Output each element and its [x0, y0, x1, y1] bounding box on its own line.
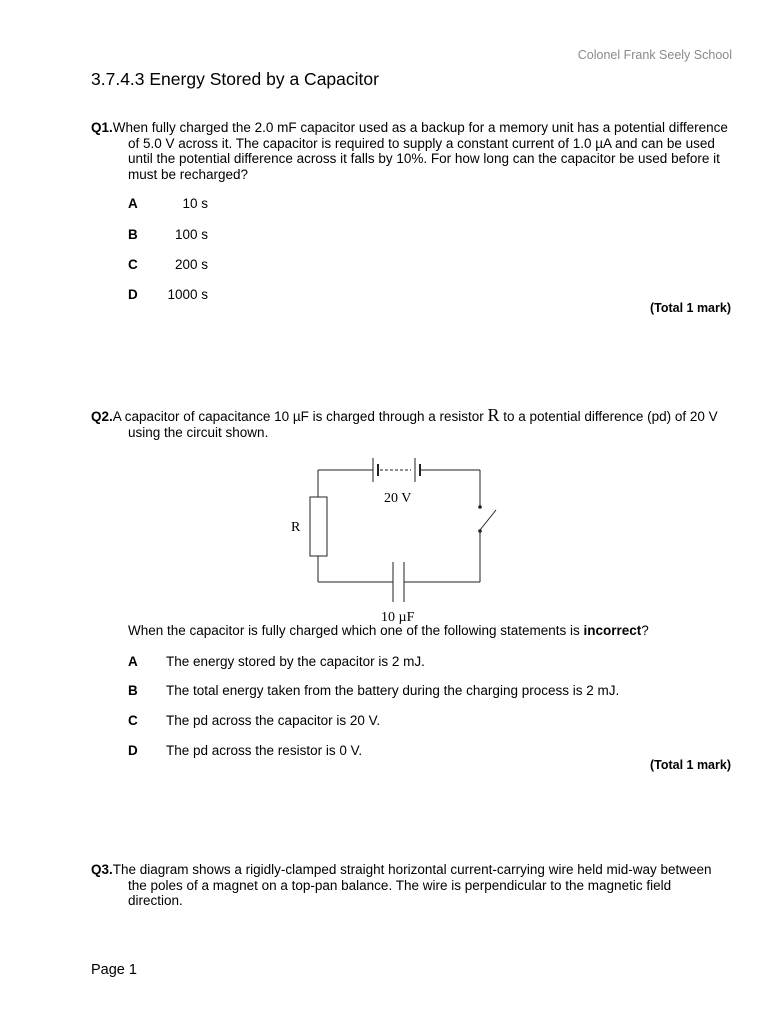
q2-prompt-emphasis: incorrect	[583, 623, 642, 638]
resistor-body	[310, 497, 327, 556]
q1-option-c-letter: C	[128, 257, 138, 272]
q2-option-d-letter: D	[128, 743, 138, 758]
q2-text-after: to a potential difference (pd) of 20 V using the circuit shown.	[128, 409, 718, 440]
switch-blade	[480, 510, 496, 530]
q2-option-a-text: The energy stored by the capacitor is 2 mJ.	[166, 654, 425, 669]
q1-question	[91, 120, 728, 182]
q2-option-c-text: The pd across the capacitor is 20 V.	[166, 713, 381, 728]
q2-option-a-letter: A	[128, 654, 138, 669]
q2-prompt-after: ?	[641, 623, 649, 638]
capacitor-label: 10 µF	[381, 610, 415, 625]
q3-number: Q3.	[91, 862, 113, 877]
q1-number: Q1.	[91, 120, 113, 135]
q2-number: Q2.	[91, 409, 113, 424]
q2-option-d-text: The pd across the resistor is 0 V.	[166, 743, 363, 758]
q2-resistor-symbol: R	[487, 405, 500, 425]
page-number: Page 1	[91, 962, 137, 978]
q2-text-before: A capacitor of capacitance 10 µF is charged through a resistor	[112, 409, 488, 424]
circuit-diagram	[280, 450, 500, 630]
q1-option-d-value: 1000 s	[167, 287, 208, 302]
school-name: Colonel Frank Seely School	[577, 48, 732, 62]
q1-option-d-letter: D	[128, 287, 138, 302]
q1-option-a-value: 10 s	[182, 196, 208, 211]
q3-question	[91, 862, 728, 909]
q2-question	[91, 405, 728, 440]
battery-label: 20 V	[384, 491, 412, 506]
q1-option-b-value: 100 s	[174, 227, 208, 242]
q1-option-c-value: 200 s	[174, 257, 208, 272]
q2-prompt	[128, 623, 728, 639]
q1-option-a-letter: A	[128, 196, 138, 211]
q2-option-c-letter: C	[128, 713, 138, 728]
q1-total-mark: (Total 1 mark)	[649, 301, 731, 315]
q3-text: The diagram shows a rigidly-clamped straight horizontal current-carrying wire held mid-way between the poles of a magnet on a top-pan balance. The wire is perpendicular to the magnetic field direction.	[112, 862, 712, 909]
switch-contact-bottom	[478, 529, 482, 533]
resistor-label: R	[291, 520, 301, 535]
q1-text: When fully charged the 2.0 mF capacitor used as a backup for a memory unit has a potential difference of 5.0 V across it. The capacitor is required to supply a constant current of 1.0 µA and can be used until the potential difference across it falls by 10%. For how long can the capacitor be used before it must be recharged?	[112, 120, 728, 182]
q2-option-b-text: The total energy taken from the battery during the charging process is 2 mJ.	[166, 683, 620, 698]
q2-option-b-letter: B	[128, 683, 138, 698]
page-title: 3.7.4.3 Energy Stored by a Capacitor	[91, 69, 379, 89]
q2-total-mark: (Total 1 mark)	[649, 758, 731, 772]
q1-option-b-letter: B	[128, 227, 138, 242]
q2-prompt-before: When the capacitor is fully charged which one of the following statements is	[128, 623, 584, 638]
switch-contact-top	[478, 505, 482, 509]
